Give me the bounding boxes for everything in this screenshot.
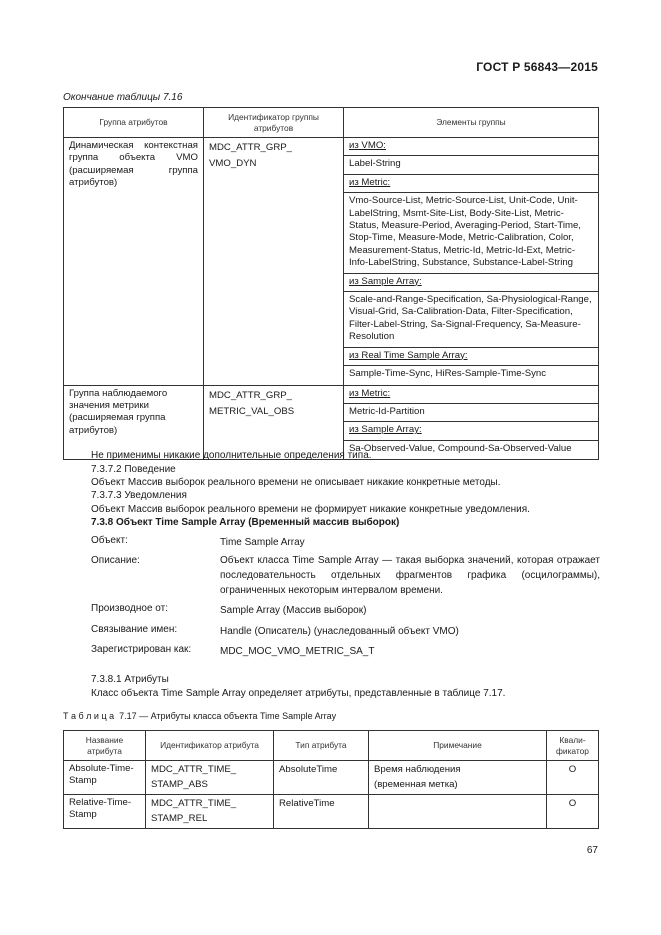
group-id-line1: MDC_ATTR_GRP_ bbox=[209, 389, 292, 401]
definition-value: MDC_MOC_VMO_METRIC_SA_T bbox=[220, 646, 375, 657]
section-vmo bbox=[344, 140, 598, 152]
group-id-line2: VMO_DYN bbox=[209, 158, 257, 169]
section-metric bbox=[344, 388, 598, 400]
definition-value: Объект класса Time Sample Array — такая выборка значений, которая отражает последовательность отдельных фрагментов графика (осцилограммы), ограниченных некоторым интервалом времени. bbox=[220, 555, 600, 596]
definition-label: Связывание имен: bbox=[91, 624, 178, 635]
table-row bbox=[64, 761, 599, 795]
section-head: из Real Time Sample Array: bbox=[349, 349, 468, 361]
col-header-elements: Элементы группы bbox=[344, 108, 599, 138]
table-row bbox=[64, 795, 599, 829]
definition-label: Зарегистрирован как: bbox=[91, 644, 192, 655]
col-header-id: Идентификатор группы атрибутов bbox=[204, 108, 344, 138]
attr-name: Relative-Time-Stamp bbox=[64, 795, 146, 829]
attr-name: Absolute-Time-Stamp bbox=[64, 761, 146, 795]
group-name: Группа наблюдаемого значения метрики (расширяемая группа атрибутов) bbox=[64, 385, 204, 460]
group-id-line1: MDC_ATTR_GRP_ bbox=[209, 142, 292, 153]
attr-id-line1: MDC_ATTR_TIME_ bbox=[151, 764, 237, 775]
section-head: из Metric: bbox=[349, 176, 391, 188]
group-elements bbox=[344, 138, 599, 386]
table-7-17 bbox=[63, 730, 599, 829]
attr-id bbox=[146, 761, 274, 795]
paragraph: Не применимы никакие дополнительные определения типа. bbox=[91, 450, 372, 461]
attr-note-line1: Время наблюдения bbox=[374, 764, 461, 775]
attr-id-line2: STAMP_REL bbox=[151, 812, 208, 824]
section-body: Sa-Observed-Value, Compound-Sa-Observed-Value bbox=[349, 442, 572, 454]
table-7-16-caption: Окончание таблицы 7.16 bbox=[63, 92, 183, 103]
section-rtsa bbox=[344, 347, 598, 362]
table-7-16 bbox=[63, 107, 599, 460]
definition-label: Описание: bbox=[91, 555, 140, 566]
section-body: Metric-Id-Partition bbox=[349, 405, 425, 417]
definition-label: Объект: bbox=[91, 535, 128, 546]
section-sample-array bbox=[344, 421, 598, 436]
section-sample-array-body bbox=[344, 291, 598, 344]
attr-note bbox=[369, 795, 547, 829]
paragraph: Объект Массив выборок реального времени не описывает никакие конкретные методы. bbox=[91, 477, 501, 488]
section-heading-7-3-8: 7.3.8 Объект Time Sample Array (Временный массив выборок) bbox=[91, 517, 400, 528]
paragraph: Объект Массив выборок реального времени не формирует никакие конкретные уведомления. bbox=[91, 504, 530, 515]
attr-type: RelativeTime bbox=[274, 795, 369, 829]
section-heading-7-3-7-3: 7.3.7.3 Уведомления bbox=[91, 490, 187, 501]
section-body: Label-String bbox=[349, 158, 401, 170]
section-body: Sample-Time-Sync, HiRes-Sample-Time-Sync bbox=[349, 368, 547, 380]
group-id-line2: METRIC_VAL_OBS bbox=[209, 405, 295, 417]
definition-value: Handle (Описатель) (унаследованный объект VMO) bbox=[220, 626, 459, 637]
attr-id-line2: STAMP_ABS bbox=[151, 778, 208, 790]
paragraph: Класс объекта Time Sample Array определяет атрибуты, представленные в таблице 7.17. bbox=[91, 688, 506, 699]
definition-value: Time Sample Array bbox=[220, 537, 305, 548]
attr-qualifier: O bbox=[547, 761, 599, 795]
document-header: ГОСТ Р 56843—2015 bbox=[476, 60, 598, 74]
section-heading-7-3-7-2: 7.3.7.2 Поведение bbox=[91, 464, 176, 475]
col-header-group: Группа атрибутов bbox=[64, 108, 204, 138]
section-head: из Sample Array: bbox=[349, 275, 422, 287]
col-header-id: Идентификатор атрибута bbox=[146, 731, 274, 761]
attr-type: AbsoluteTime bbox=[274, 761, 369, 795]
attr-qualifier: O bbox=[547, 795, 599, 829]
table-7-17-caption: Т а б л и ц а 7.17 — Атрибуты класса объекта Time Sample Array bbox=[63, 711, 337, 721]
table-row bbox=[64, 138, 599, 386]
section-body: Scale-and-Range-Specification, Sa-Physiological-Range, Visual-Grid, Sa-Calibration-Data, Filter-Specification, Filter-Label-String, Sa-Signal-Frequency, Sa-Measure-Resolution bbox=[349, 294, 592, 343]
section-metric bbox=[344, 174, 598, 189]
section-heading-7-3-8-1: 7.3.8.1 Атрибуты bbox=[91, 674, 169, 685]
section-head: из Metric: bbox=[349, 387, 391, 399]
group-elements bbox=[344, 385, 599, 460]
section-body: Vmo-Source-List, Metric-Source-List, Unit-Code, Unit-LabelString, Msmt-Site-List, Body-Site-List, Metric-Status, Measure-Period, Averaging-Period, Start-Time, Stop-Time, Measure-Mode, Metric-Calibration, Color, Measurement-Status, Metric-Id, Metric-Id-Ext, Metric-Info-LabelString, Substance, Substance-Label-String bbox=[349, 195, 581, 269]
section-head: из Sample Array: bbox=[349, 424, 422, 436]
section-metric-body bbox=[344, 403, 598, 418]
section-sample-array bbox=[344, 273, 598, 288]
attr-id-line1: MDC_ATTR_TIME_ bbox=[151, 798, 237, 809]
section-sample-array-body bbox=[344, 440, 598, 457]
col-header-type: Тип атрибута bbox=[274, 731, 369, 761]
group-name: Динамическая контекстная группа объекта VMO (расширяемая группа атрибутов) bbox=[64, 138, 204, 386]
group-id bbox=[204, 138, 344, 386]
definition-label: Производное от: bbox=[91, 603, 168, 614]
attr-id bbox=[146, 795, 274, 829]
col-header-qualifier: Квали-фикатор bbox=[547, 731, 599, 761]
section-metric-body bbox=[344, 192, 598, 269]
definition-value: Sample Array (Массив выборок) bbox=[220, 605, 367, 616]
col-header-name: Название атрибута bbox=[64, 731, 146, 761]
col-header-note: Примечание bbox=[369, 731, 547, 761]
attr-note-line2: (временная метка) bbox=[374, 778, 458, 790]
section-rtsa-body bbox=[344, 365, 598, 382]
section-head: из VMO: bbox=[349, 140, 386, 151]
page-number: 67 bbox=[586, 845, 598, 856]
attr-note bbox=[369, 761, 547, 795]
section-vmo-body bbox=[344, 155, 598, 170]
